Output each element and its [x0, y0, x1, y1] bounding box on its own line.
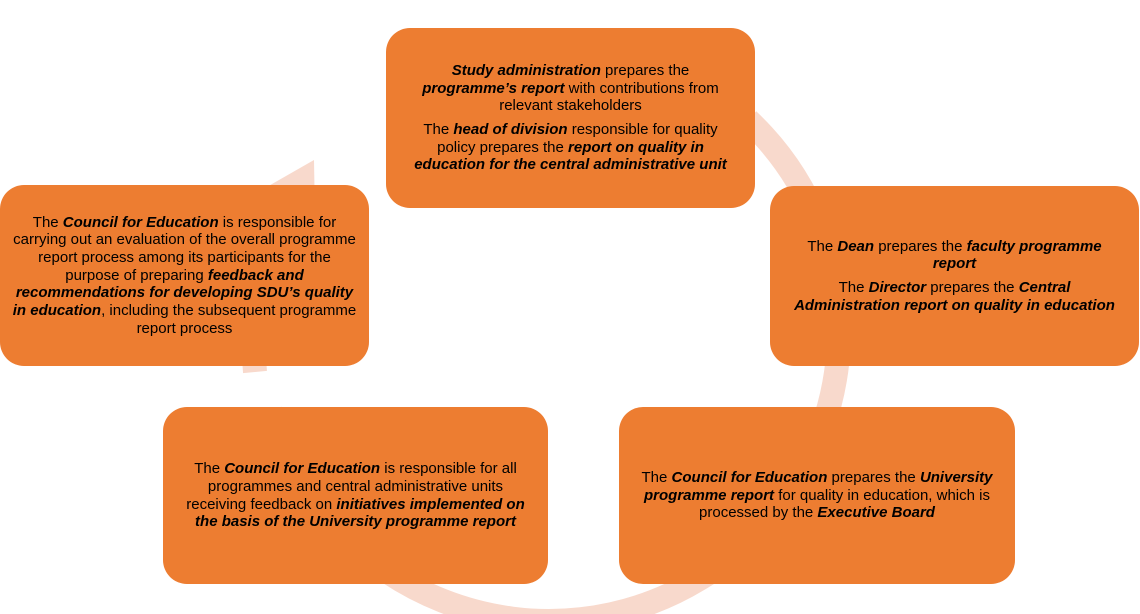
top-paragraph-1: Study administration prepares the programme’s report with contributions from relevant stakeholders	[422, 61, 719, 115]
right-paragraph-2: The Director prepares the Central Administration report on quality in education	[794, 279, 1115, 314]
top-paragraph-2: The head of division responsible for quality policy prepares the report on quality in education for the central administrative unit	[414, 121, 727, 174]
step-university-programme-report	[619, 407, 1015, 584]
step-dean-director-report	[770, 186, 1139, 366]
right-paragraph-1: The Dean prepares the faculty programme report	[807, 237, 1102, 273]
bottom-right-paragraph: The Council for Education prepares the University programme report for quality in education, which is processed by the Executive Board	[641, 468, 993, 522]
step-feedback-on-initiatives	[163, 407, 548, 584]
left-paragraph: The Council for Education is responsible for carrying out an evaluation of the overall programme report process among its participants for the purpose of preparing feedback and recommendations for developing SDU’s quality in education, including the subsequent programme report process	[12, 213, 357, 337]
step-study-administration-report	[386, 28, 755, 208]
bottom-left-paragraph: The Council for Education is responsible for all programmes and central administrative units receiving feedback on initiatives implemented on the basis of the University programme report	[186, 460, 525, 531]
step-evaluation-process	[0, 185, 369, 366]
